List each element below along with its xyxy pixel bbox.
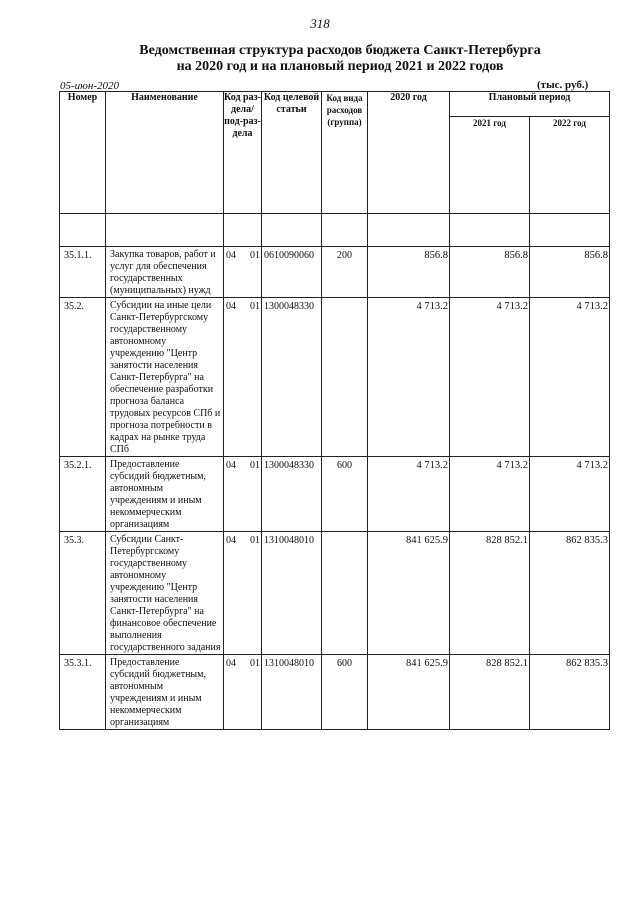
row-amount-2021: 4 713.2 [450, 457, 530, 532]
unit-label: (тыс. руб.) [537, 79, 589, 91]
row-amount-2021: 828 852.1 [450, 655, 530, 730]
row-podrazdel: 01 [250, 250, 260, 261]
header-number: Номер [60, 92, 106, 214]
row-number: 35.2. [60, 298, 106, 457]
page-number: 318 [310, 16, 330, 31]
row-expense-type [322, 532, 368, 655]
header-2022: 2022 год [530, 117, 610, 214]
row-podrazdel: 01 [250, 301, 260, 312]
spacer-row [60, 214, 610, 247]
row-number: 35.1.1. [60, 247, 106, 298]
row-amount-2022: 4 713.2 [530, 298, 610, 457]
table-row [60, 532, 610, 655]
row-name: Предоставление субсидий бюджетным, автономным учреждениям и иным некоммерческим организациям [106, 457, 224, 532]
row-razdel: 04 [226, 301, 236, 312]
row-razdel: 04 [226, 658, 236, 669]
row-razdel: 04 [226, 250, 236, 261]
row-amount-2021: 4 713.2 [450, 298, 530, 457]
row-amount-2020: 4 713.2 [368, 457, 450, 532]
row-amount-2020: 841 625.9 [368, 655, 450, 730]
row-target-code: 1310048010 [262, 655, 322, 730]
row-amount-2020: 856.8 [368, 247, 450, 298]
row-name: Закупка товаров, работ и услуг для обеспечения государственных (муниципальных) нужд [106, 247, 224, 298]
row-amount-2021: 856.8 [450, 247, 530, 298]
title-line-2: на 2020 год и на плановый период 2021 и 2022 годов [176, 59, 504, 74]
row-target-code: 0610090060 [262, 247, 322, 298]
header-2020: 2020 год [368, 92, 450, 214]
row-name: Предоставление субсидий бюджетным, автономным учреждениям и иным некоммерческим организациям [106, 655, 224, 730]
row-podrazdel: 01 [250, 535, 260, 546]
row-expense-type [322, 298, 368, 457]
table-row [60, 247, 610, 298]
row-expense-type: 600 [322, 655, 368, 730]
row-podrazdel: 01 [250, 460, 260, 471]
row-number: 35.3. [60, 532, 106, 655]
table-row [60, 457, 610, 532]
row-amount-2020: 4 713.2 [368, 298, 450, 457]
header-2021: 2021 год [450, 117, 530, 214]
title-line-1: Ведомственная структура расходов бюджета Санкт-Петербурга [139, 43, 541, 58]
row-amount-2022: 4 713.2 [530, 457, 610, 532]
row-name: Субсидии Санкт-Петербургскому государственному автономному учреждению "Центр занятости населения Санкт-Петербурга" на финансовое обеспечение выполнения государственного задания [106, 532, 224, 655]
table-row [60, 655, 610, 730]
row-expense-type: 200 [322, 247, 368, 298]
row-name: Субсидии на иные цели Санкт-Петербургскому государственному автономному учреждению "Центр занятости населения Санкт-Петербурга" на обеспечение разработки прогноза баланса трудовых ресурсов СПб и прогноза потребности в кадрах на рынке труда СПб [106, 298, 224, 457]
row-target-code: 1310048010 [262, 532, 322, 655]
row-podrazdel: 01 [250, 658, 260, 669]
document-date: 05-июн-2020 [60, 80, 120, 92]
header-plan-period: Плановый период [450, 92, 610, 117]
row-expense-type: 600 [322, 457, 368, 532]
row-razdel: 04 [226, 535, 236, 546]
row-target-code: 1300048330 [262, 298, 322, 457]
row-amount-2022: 856.8 [530, 247, 610, 298]
table-row [60, 298, 610, 457]
budget-table [59, 91, 610, 730]
row-amount-2022: 862 835.3 [530, 655, 610, 730]
header-vid: Код вида расходов (группа) [322, 92, 368, 214]
header-name: Наименование [106, 92, 224, 214]
row-number: 35.2.1. [60, 457, 106, 532]
row-amount-2020: 841 625.9 [368, 532, 450, 655]
row-target-code: 1300048330 [262, 457, 322, 532]
row-number: 35.3.1. [60, 655, 106, 730]
header-tselevoy: Код целевой статьи [262, 92, 322, 214]
row-amount-2022: 862 835.3 [530, 532, 610, 655]
row-razdel: 04 [226, 460, 236, 471]
document-title [60, 43, 620, 75]
row-amount-2021: 828 852.1 [450, 532, 530, 655]
header-razdel: Код раз-дела/ под-раз-дела [224, 92, 262, 214]
